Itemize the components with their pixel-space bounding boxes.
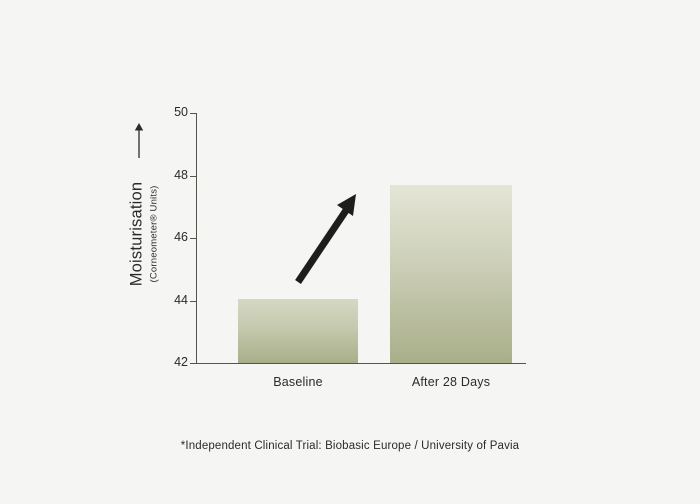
bar-after-28-days [390, 185, 512, 363]
x-axis-line [196, 363, 526, 364]
plot-area [174, 105, 526, 389]
y-tick-mark [190, 176, 196, 177]
y-tick-label: 44 [174, 292, 188, 307]
bar-baseline [238, 299, 358, 363]
x-tick-label-baseline: Baseline [273, 375, 323, 389]
y-axis-title: Moisturisation [127, 181, 146, 287]
y-tick-mark [190, 113, 196, 114]
axis-direction-arrow-icon [132, 122, 146, 158]
chart-footnote: *Independent Clinical Trial: Biobasic Europe / University of Pavia [180, 440, 520, 452]
y-tick-label: 46 [174, 230, 188, 244]
y-tick-mark [190, 238, 196, 239]
y-axis-subtitle: (Corneometer® Units) [148, 185, 160, 283]
y-tick-label: 42 [174, 355, 188, 369]
y-tick-mark [190, 301, 196, 302]
y-tick-label: 50 [174, 105, 188, 119]
y-tick-mark [190, 363, 196, 364]
y-tick-label: 48 [174, 167, 188, 182]
y-axis-line [196, 113, 197, 363]
x-tick-label-after-28-days: After 28 Days [411, 375, 491, 389]
